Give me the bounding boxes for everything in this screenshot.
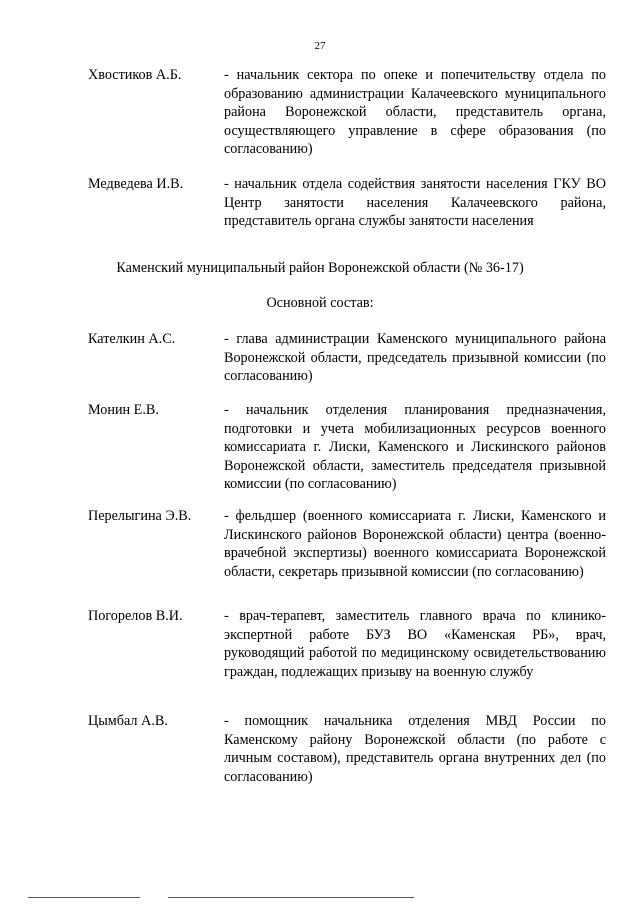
member-description: - помощник начальника отделения МВД России по Каменскому району Воронежской области (по работе с личным составом), представитель органа внутренних дел (по согласованию) [224, 713, 606, 785]
member-description: - начальник отдела содействия занятости населения ГКУ ВО Центр занятости населения Калачеевского района, представитель органа службы занятости населения [224, 176, 606, 229]
member-entry [88, 330, 610, 386]
footer-rule-right [168, 897, 414, 898]
section-title: Каменский муниципальный район Воронежской области (№ 36-17) [116, 260, 524, 276]
member-description: - фельдшер (военного комиссариата г. Лиски, Каменского и Лискинского районов Воронежской области) центра (военно-врачебной экспертизы) военного комиссариата Воронежской области, секретарь призывной комиссии (по согласованию) [224, 508, 606, 580]
section-subtitle: Основной состав: [266, 295, 374, 311]
page-number: 27 [314, 40, 326, 52]
member-name: Погорелов В.И. [88, 608, 183, 624]
footer-rule-left [28, 897, 140, 898]
member-entry [88, 507, 610, 581]
member-name: Цымбал А.В. [88, 713, 168, 729]
member-description: - врач-терапевт, заместитель главного врача по клинико-экспертной работе БУЗ ВО «Каменская РБ», врач, руководящий работой по медицинскому освидетельствованию граждан, подлежащих призыву на военную службу [224, 608, 606, 680]
member-entry [88, 175, 610, 231]
member-name: Перелыгина Э.В. [88, 508, 192, 524]
member-entry [88, 712, 610, 786]
member-name: Медведева И.В. [88, 176, 184, 192]
member-description: - глава администрации Каменского муниципального района Воронежской области, председатель призывной комиссии (по согласованию) [224, 331, 606, 384]
member-name: Монин Е.В. [88, 402, 159, 418]
member-entry [88, 66, 610, 159]
member-entry [88, 401, 610, 494]
member-entry [88, 607, 610, 681]
member-description: - начальник отделения планирования предназначения, подготовки и учета мобилизационных ресурсов военного комиссариата г. Лиски, Каменского и Лискинского районов Воронежской области, заместитель председателя призывной комиссии (по согласованию) [224, 402, 606, 492]
member-description: - начальник сектора по опеке и попечительству отдела по образованию администрации Калачеевского муниципального района Воронежской области, представитель органа, осуществляющего управление в сфере образования (по согласованию) [224, 67, 606, 157]
member-name: Кателкин А.С. [88, 331, 176, 347]
member-name: Хвостиков А.Б. [88, 67, 182, 83]
